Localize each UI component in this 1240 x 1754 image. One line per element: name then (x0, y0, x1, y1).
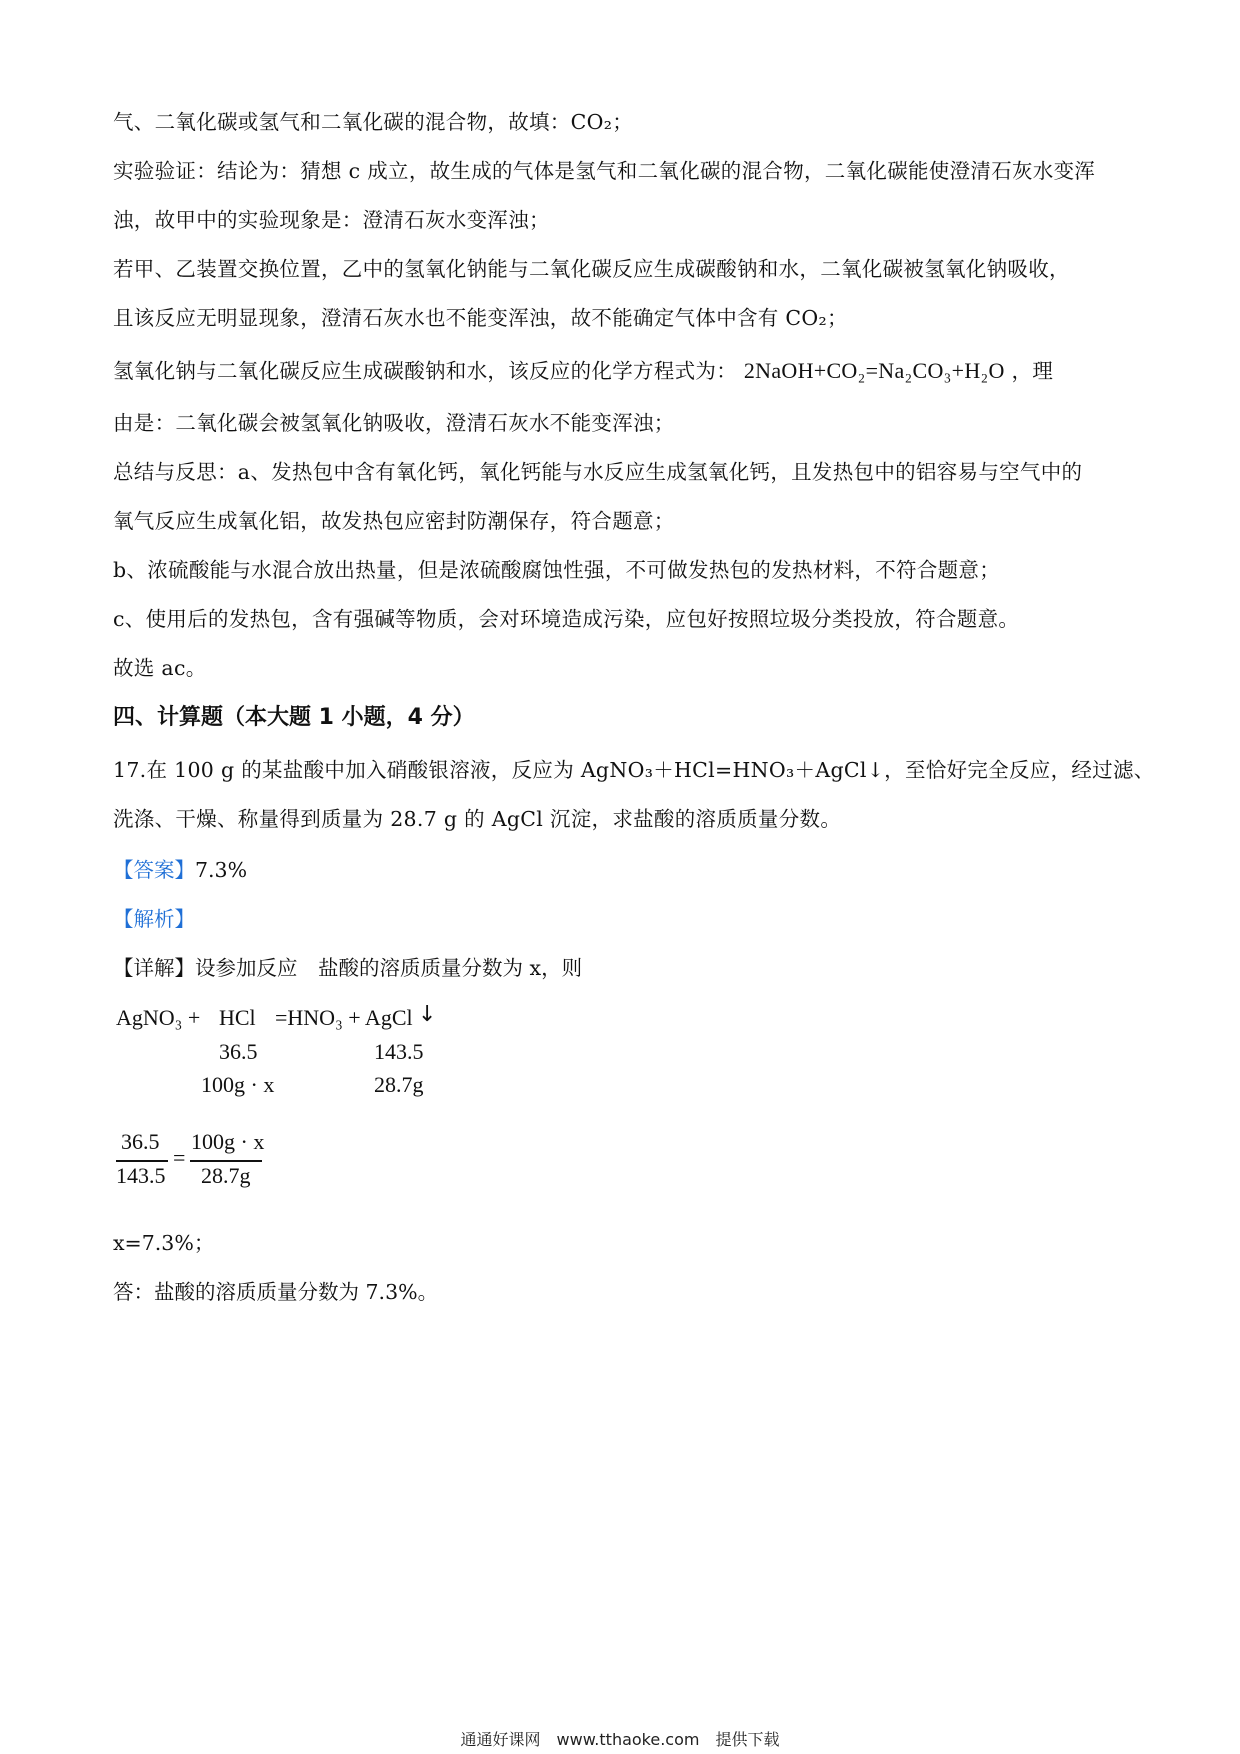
solution-paragraph (113, 98, 1133, 693)
chemical-equation: 2NaOH+CO₂=Na₂CO₃+H₂O (743, 358, 1005, 383)
question-paragraph (113, 746, 1155, 844)
text-line: c、使用后的发热包，含有强碱等物质，会对环境造成污染，应包好按照垃圾分类投放，符合题意。 (113, 607, 1020, 631)
equation-lead: 氢氧化钠与二氧化碳反应生成碳酸钠和水，该反应的化学方程式为： (113, 359, 737, 383)
calc-mass-hcl: 36.5 (219, 1039, 258, 1064)
question-line: 17.在 100 g 的某盐酸中加入硝酸银溶液，反应为 AgNO₃＋HCl=HNO₃＋AgCl↓，至恰好完全反应，经过滤、 (113, 758, 1155, 782)
fraction-2-numerator: 100g · x (191, 1129, 265, 1154)
text-line: 由是：二氧化碳会被氢氧化钠吸收，澄清石灰水不能变浑浊； (113, 411, 675, 435)
text-line: 总结与反思：a、发热包中含有氧化钙，氧化钙能与水反应生成氢氧化钙，且发热包中的铝容易与空气中的 (113, 460, 1083, 484)
analysis-tag: 【解析】 (113, 907, 195, 931)
down-arrow-icon: ↓ (418, 1002, 437, 1027)
text-line (113, 343, 1133, 399)
fraction-equals: = (173, 1145, 186, 1170)
calc-given-hcl: 100g · x (201, 1072, 275, 1097)
section-heading: 四、计算题（本大题 1 小题，4 分） (113, 705, 475, 730)
text-line: 实验验证：结论为：猜想 c 成立，故生成的气体是氢气和二氧化碳的混合物，二氧化碳能使澄清石灰水变浑 (113, 159, 1096, 183)
page-footer: 通通好课网 www.tthaoke.com 提供下载 (460, 1730, 780, 1749)
answer-line (113, 853, 247, 883)
fraction-2-bar (190, 1160, 262, 1162)
calc-reactant-2: HCl (219, 1005, 256, 1030)
answer-value: 7.3% (195, 858, 248, 882)
calc-products: =HNO₃ + AgCl (275, 1005, 413, 1030)
fraction-1-numerator: 36.5 (121, 1129, 160, 1154)
calc-reactant-1: AgNO₃ + (116, 1005, 201, 1030)
fraction-1-bar (116, 1160, 168, 1162)
result-line: x=7.3%； (113, 1231, 215, 1255)
text-line: 若甲、乙装置交换位置，乙中的氢氧化钠能与二氧化碳反应生成碳酸钠和水，二氧化碳被氢氧化钠吸收， (113, 257, 1070, 281)
text-line: 浊，故甲中的实验现象是：澄清石灰水变浑浊； (113, 208, 550, 232)
equation-tail: ，理 (1011, 359, 1054, 383)
answer-tag: 【答案】 (113, 858, 195, 882)
fraction-2-denominator: 28.7g (201, 1163, 251, 1188)
fraction-1-denominator: 143.5 (116, 1163, 166, 1188)
question-line: 洗涤、干燥、称量得到质量为 28.7 g 的 AgCl 沉淀，求盐酸的溶质质量分数。 (113, 807, 842, 831)
text-line: 气、二氧化碳或氢气和二氧化碳的混合物，故填：CO₂； (113, 110, 634, 134)
text-line: 故选 ac。 (113, 656, 207, 680)
calc-mass-agcl: 143.5 (374, 1039, 424, 1064)
detail-line: 【详解】设参加反应 盐酸的溶质质量分数为 x，则 (113, 956, 583, 980)
text-line: 氧气反应生成氧化铝，故发热包应密封防潮保存，符合题意； (113, 509, 675, 533)
conclusion-line: 答：盐酸的溶质质量分数为 7.3%。 (113, 1280, 439, 1304)
calc-given-agcl: 28.7g (374, 1072, 424, 1097)
text-line: 且该反应无明显现象，澄清石灰水也不能变浑浊，故不能确定气体中含有 CO₂； (113, 306, 848, 330)
text-line: b、浓硫酸能与水混合放出热量，但是浓硫酸腐蚀性强，不可做发热包的发热材料，不符合题意； (113, 558, 1001, 582)
